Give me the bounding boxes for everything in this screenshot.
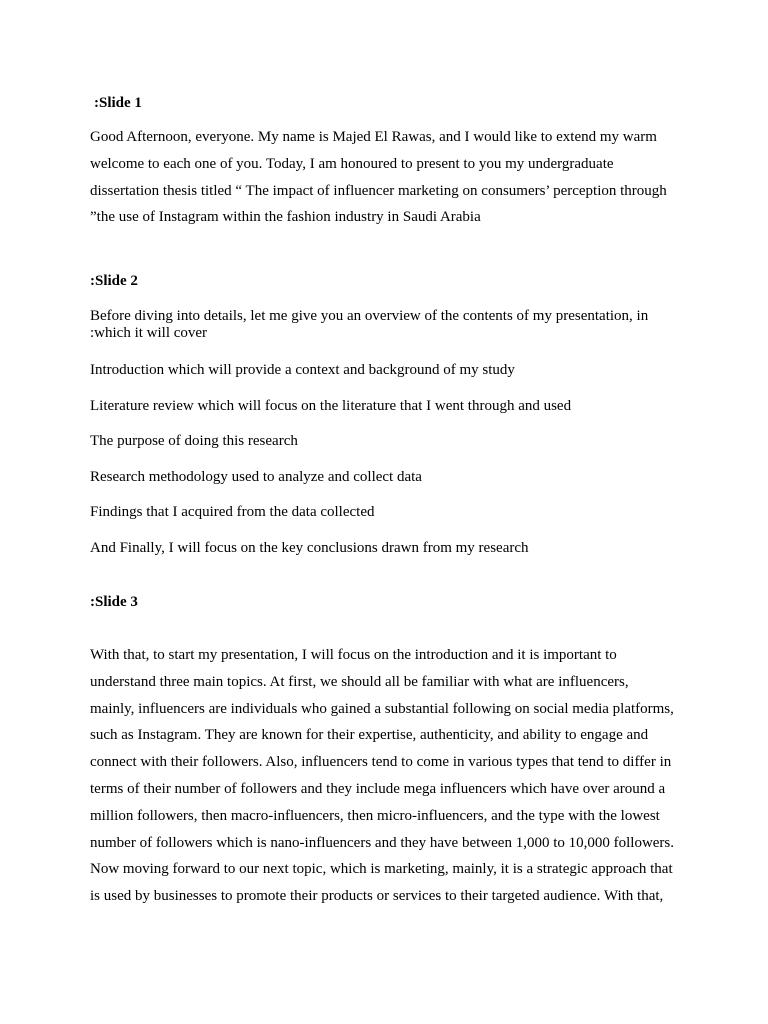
- overview-item: Introduction which will provide a context and background of my study: [90, 362, 515, 378]
- document-page: [90, 0, 690, 1024]
- paragraph-line: With that, to start my presentation, I will focus on the introduction and it is important to: [90, 647, 617, 663]
- overview-item: The purpose of doing this research: [90, 433, 298, 449]
- paragraph-line: such as Instagram. They are known for their expertise, authenticity, and ability to engage and: [90, 727, 649, 744]
- paragraph-line: Before diving into details, let me give you an overview of the contents of my presentation, in: [90, 308, 649, 324]
- overview-item: Research methodology used to analyze and collect data: [90, 469, 422, 485]
- slide-1-heading: :Slide 1: [94, 95, 142, 111]
- paragraph-line: mainly, influencers are individuals who gained a substantial following on social media platforms,: [90, 700, 674, 717]
- overview-item: And Finally, I will focus on the key conclusions drawn from my research: [90, 540, 529, 556]
- slide-2-heading: :Slide 2: [90, 273, 138, 289]
- slide-3-heading: :Slide 3: [90, 594, 138, 610]
- paragraph-line: :which it will cover: [90, 325, 208, 341]
- paragraph-line: dissertation thesis titled “ The impact of influencer marketing on consumers’ perception through: [90, 182, 667, 199]
- slide-1-paragraph: [90, 124, 690, 231]
- paragraph-line: understand three main topics. At first, we should all be familiar with what are influencers,: [90, 673, 629, 690]
- slide-2-intro: [90, 308, 690, 342]
- overview-item: Findings that I acquired from the data collected: [90, 504, 375, 520]
- paragraph-line: ”the use of Instagram within the fashion industry in Saudi Arabia: [90, 209, 481, 226]
- paragraph-line: welcome to each one of you. Today, I am honoured to present to you my undergraduate: [90, 155, 614, 172]
- paragraph-line: million followers, then macro-influencers, then micro-influencers, and the type with the lowest: [90, 807, 660, 824]
- paragraph-line: Good Afternoon, everyone. My name is Majed El Rawas, and I would like to extend my warm: [90, 129, 657, 145]
- paragraph-line: number of followers which is nano-influencers and they have between 1,000 to 10,000 followers.: [90, 834, 675, 851]
- paragraph-line: is used by businesses to promote their products or services to their targeted audience. With that,: [90, 888, 664, 905]
- overview-item: Literature review which will focus on the literature that I went through and used: [90, 398, 572, 414]
- slide-3-paragraph: [90, 642, 690, 910]
- paragraph-line: terms of their number of followers and they include mega influencers which have over around a: [90, 780, 666, 797]
- paragraph-line: connect with their followers. Also, influencers tend to come in various types that tend to differ in: [90, 754, 672, 771]
- paragraph-line: Now moving forward to our next topic, which is marketing, mainly, it is a strategic approach that: [90, 861, 673, 878]
